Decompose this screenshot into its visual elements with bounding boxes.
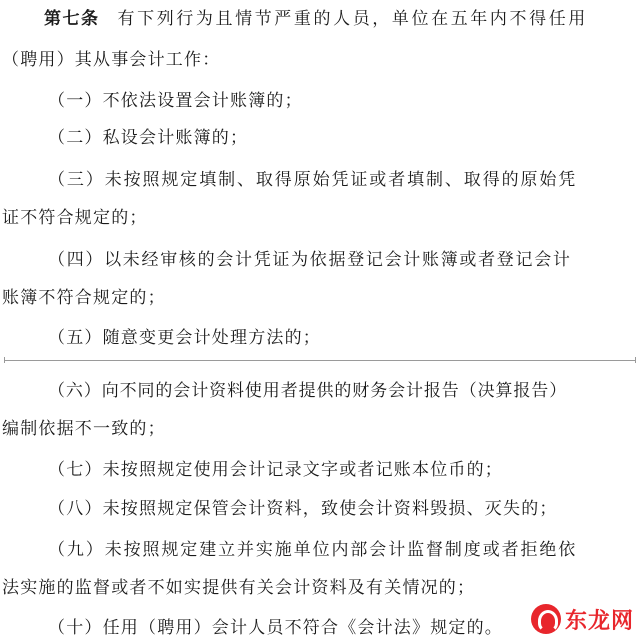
article-number: 第七条 bbox=[44, 9, 100, 29]
page-break-divider bbox=[0, 357, 640, 363]
watermark-text: 东龙网 bbox=[564, 608, 634, 634]
item-10-line-1: （十）任用（聘用）会计人员不符合《会计法》规定的。 bbox=[48, 618, 503, 638]
article-line-1 bbox=[0, 8, 640, 30]
item-4-line-1: （四）以未经审核的会计凭证为依据登记会计账簿或者登记会计 bbox=[48, 250, 572, 270]
item-4-line-2: 账簿不符合规定的； bbox=[2, 288, 166, 308]
item-3-line-1: （三）未按照规定填制、取得原始凭证或者填制、取得的原始凭 bbox=[48, 170, 578, 190]
item-9-line-2: 法实施的监督或者不如实提供有关会计资料及有关情况的； bbox=[2, 578, 476, 598]
page-break-rule bbox=[4, 360, 636, 361]
item-7-line-1: （七）未按照规定使用会计记录文字或者记账本位币的； bbox=[48, 460, 503, 480]
item-6-line-1: （六）向不同的会计资料使用者提供的财务会计报告（决算报告） bbox=[48, 381, 568, 401]
item-9-line-1: （九）未按照规定建立并实施单位内部会计监督制度或者拒绝依 bbox=[48, 540, 578, 560]
item-5-line-1: （五）随意变更会计处理方法的； bbox=[48, 328, 321, 348]
page-break-right-tick bbox=[635, 357, 636, 363]
item-2-line-1: （二）私设会计账簿的； bbox=[48, 128, 249, 148]
item-8-line-1: （八）未按照规定保管会计资料，致使会计资料毁损、灭失的； bbox=[48, 499, 558, 519]
watermark bbox=[531, 601, 634, 637]
item-1-line-1: （一）不依法设置会计账簿的； bbox=[48, 91, 303, 111]
item-6-line-2: 编制依据不一致的； bbox=[2, 419, 166, 439]
red-circle-logo-icon bbox=[531, 604, 561, 634]
article-intro-line-1: 有下列行为且情节严重的人员，单位在五年内不得任用 bbox=[117, 9, 588, 29]
item-3-line-2: 证不符合规定的； bbox=[2, 208, 148, 228]
article-intro-line-2: （聘用）其从事会计工作： bbox=[2, 50, 221, 70]
